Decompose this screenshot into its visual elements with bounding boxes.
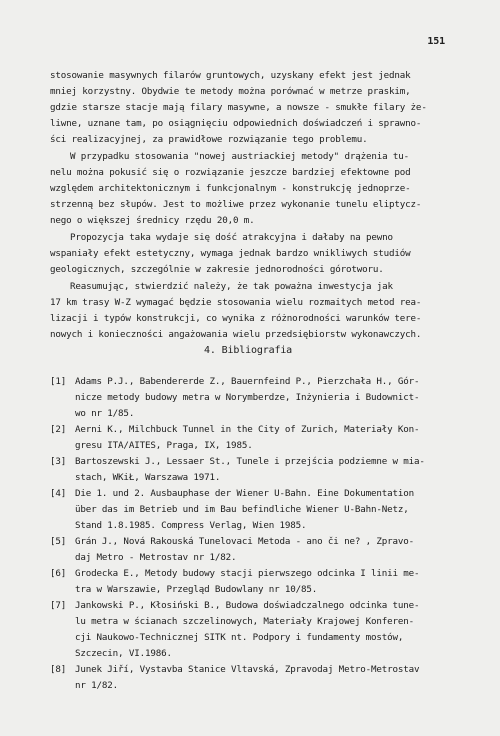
body-text-line: względem architektonicznym i funkcjonalnym - konstrukcję jednoprze- — [50, 183, 411, 194]
body-text-line: mniej korzystny. Obydwie te metody można porównać w metrze praskim, — [50, 86, 411, 97]
body-text-line: ści realizacyjnej, za prawidłowe rozwiązanie tego problemu. — [50, 134, 368, 145]
reference-number: [1] — [50, 376, 67, 387]
body-text-line: gdzie starsze stacje mają filary masywne, a nowsze - smukłe filary że- — [50, 102, 427, 113]
body-text-line: lizacji i typów konstrukcji, co wynika z różnorodności warunków tere- — [50, 313, 422, 324]
reference-number: [5] — [50, 536, 67, 547]
body-text-line: liwne, uznane tam, po osiągnięciu odpowiednich doświadczeń i sprawno- — [50, 118, 422, 129]
reference-number: [4] — [50, 488, 67, 499]
body-text-line: nowych i konieczności angażowania wielu przedsiębiorstw wykonawczych. — [50, 329, 422, 340]
reference-line: Stand 1.8.1985. Compress Verlag, Wien 1985. — [75, 520, 307, 531]
reference-line: nicze metody budowy metra w Norymberdze, Inżynieria i Budownict- — [75, 392, 420, 403]
reference-line: Grán J., Nová Rakouská Tunelovaci Metoda - ano či ne? , Zpravo- — [75, 536, 415, 547]
reference-number: [3] — [50, 456, 67, 467]
reference-line: Die 1. und 2. Ausbauphase der Wiener U-Bahn. Eine Dokumentation — [75, 488, 415, 499]
reference-number: [8] — [50, 664, 67, 675]
reference-line: über das im Betrieb und im Bau befindliche Wiener U-Bahn-Netz, — [75, 504, 409, 515]
reference-line: stach, WKiŁ, Warszawa 1971. — [75, 472, 221, 483]
reference-line: Grodecka E., Metody budowy stacji pierwszego odcinka I linii me- — [75, 568, 420, 579]
reference-number: [6] — [50, 568, 67, 579]
reference-line: tra w Warszawie, Przegląd Budowlany nr 10/85. — [75, 584, 318, 595]
reference-line: gresu ITA/AITES, Praga, IX, 1985. — [75, 440, 253, 451]
reference-line: lu metra w ścianach szczelinowych, Materiały Krajowej Konferen- — [75, 616, 415, 627]
body-text-line: stosowanie masywnych filarów gruntowych, uzyskany efekt jest jednak — [50, 70, 411, 81]
reference-number: [2] — [50, 424, 67, 435]
reference-line: wo nr 1/85. — [75, 408, 135, 419]
body-text-line: strzenną bez słupów. Jest to możliwe przez wykonanie tunelu eliptycz- — [50, 199, 422, 210]
body-text-line: W przypadku stosowania "nowej austriackiej metody" drążenia tu- — [70, 151, 410, 162]
body-text-line: nelu można pokusić się o rozwiązanie jeszcze bardziej efektowne pod — [50, 167, 411, 178]
body-text-line: wspaniały efekt estetyczny, wymaga jednak bardzo wnikliwych studiów — [50, 248, 411, 259]
reference-line: Adams P.J., Babendererde Z., Bauernfeind P., Pierzchała H., Gór- — [75, 376, 420, 387]
reference-line: Bartoszewski J., Lessaer St., Tunele i przejścia podziemne w mia- — [75, 456, 425, 467]
reference-line: Jankowski P., Kłosiński B., Budowa doświadczalnego odcinka tune- — [75, 600, 420, 611]
reference-line: Junek Jiří, Vystavba Stanice Vltavská, Zpravodaj Metro-Metrostav — [75, 664, 420, 675]
body-text-line: 17 km trasy W-Z wymagać będzie stosowania wielu rozmaitych metod rea- — [50, 297, 422, 308]
page-number: 151 — [427, 36, 445, 47]
reference-number: [7] — [50, 600, 67, 611]
reference-line: cji Naukowo-Technicznej SITK nt. Podpory i fundamenty mostów, — [75, 632, 404, 643]
reference-line: Szczecin, VI.1986. — [75, 648, 172, 659]
reference-line: Aerni K., Milchbuck Tunnel in the City of Zurich, Materiały Kon- — [75, 424, 420, 435]
reference-line: nr 1/82. — [75, 680, 119, 691]
body-text-line: nego o większej średnicy rzędu 20,0 m. — [50, 215, 255, 226]
section-heading: 4. Bibliografia — [204, 345, 293, 356]
reference-line: daj Metro - Metrostav nr 1/82. — [75, 552, 237, 563]
body-text-line: Propozycja taka wydaje się dość atrakcyjna i dałaby na pewno — [70, 232, 393, 243]
body-text-line: Reasumując, stwierdzić należy, że tak poważna inwestycja jak — [70, 281, 393, 292]
body-text-line: geologicznych, szczególnie w zakresie jednorodności górotworu. — [50, 264, 384, 275]
